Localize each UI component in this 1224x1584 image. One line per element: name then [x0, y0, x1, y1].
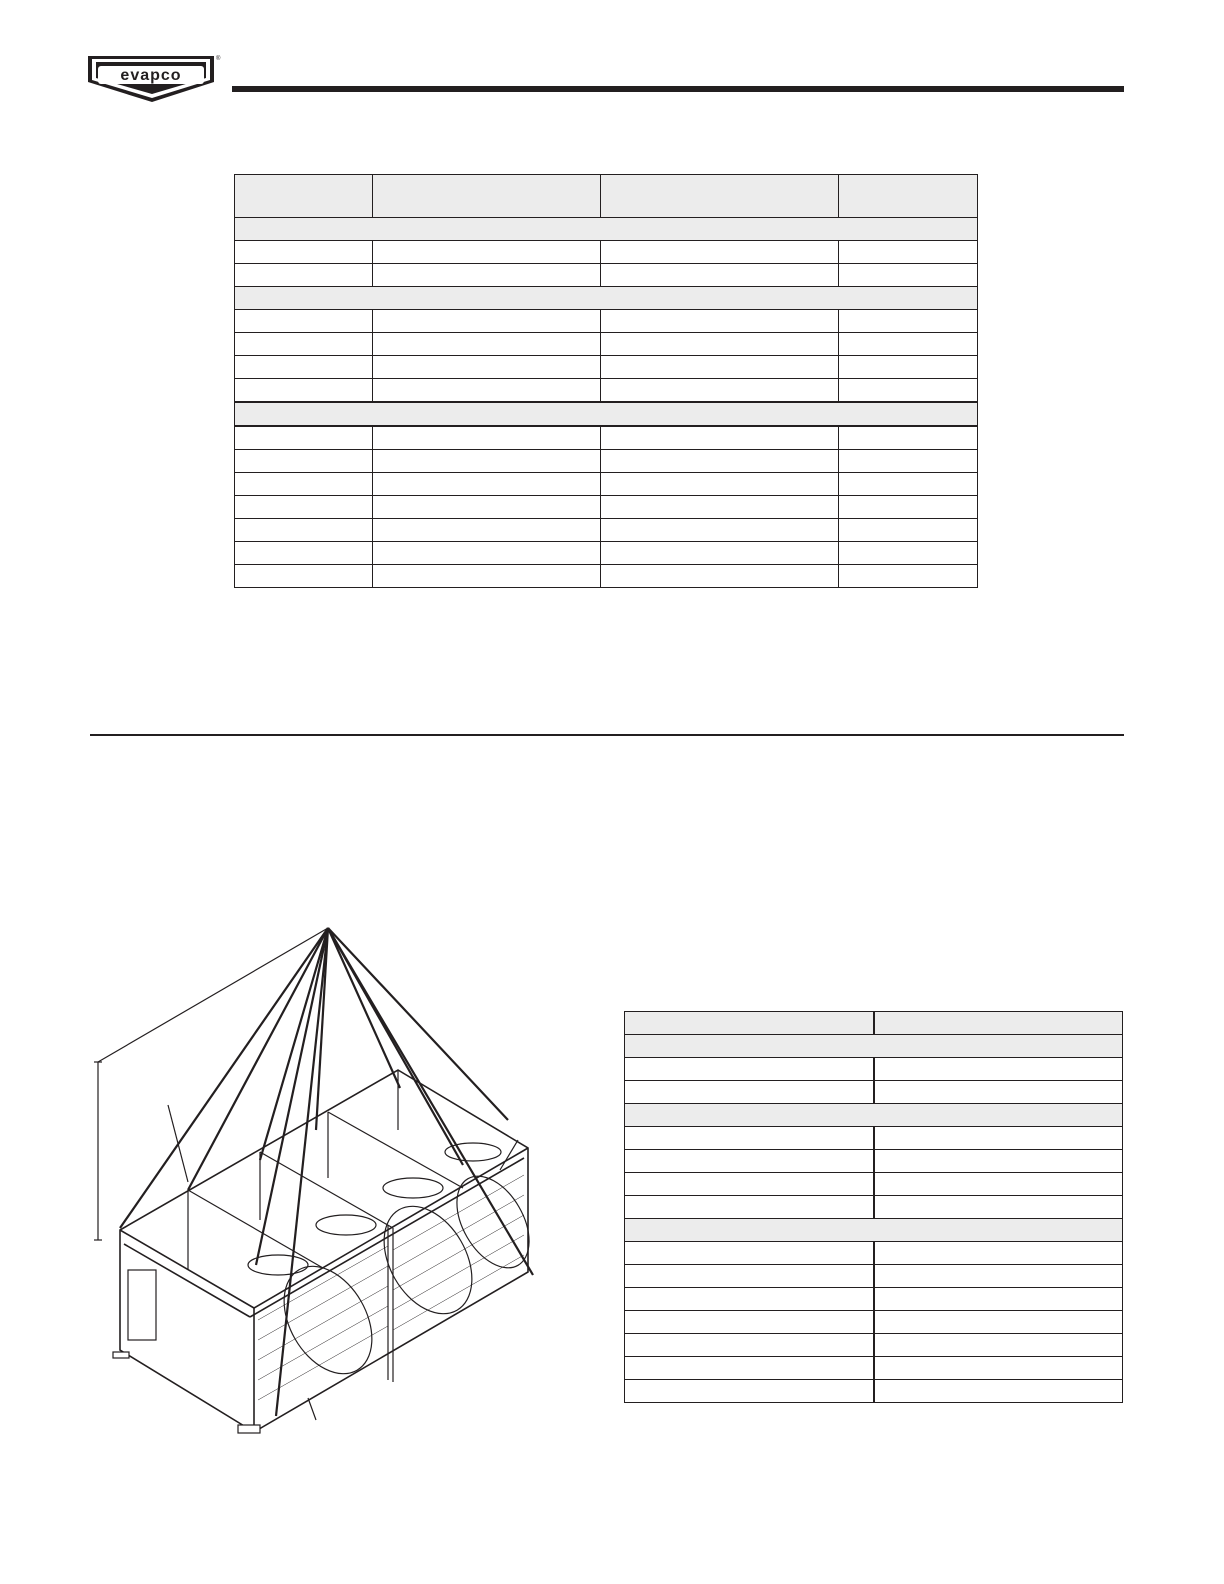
table-cell [601, 379, 839, 403]
table-row [235, 356, 978, 379]
table-cell [625, 1380, 874, 1403]
table-header-row [625, 1012, 1123, 1035]
table-cell [625, 1150, 874, 1173]
table-row [235, 565, 978, 588]
table-cell [839, 565, 978, 588]
table-cell [625, 1242, 874, 1265]
table-cell [235, 241, 373, 264]
table-cell [625, 1058, 874, 1081]
table-cell [373, 473, 601, 496]
table-cell [874, 1242, 1123, 1265]
table-cell [601, 542, 839, 565]
table-row [235, 473, 978, 496]
table-row [235, 519, 978, 542]
table-cell [874, 1127, 1123, 1150]
registered-mark: ® [216, 56, 221, 62]
table-row [235, 450, 978, 473]
table-cell [601, 264, 839, 287]
table-cell [601, 310, 839, 333]
table-cell [235, 379, 373, 403]
table-cell [601, 473, 839, 496]
table-cell [839, 356, 978, 379]
group-heading [235, 218, 978, 241]
table-row [625, 1242, 1123, 1265]
table-cell [235, 496, 373, 519]
lifting-cables [120, 928, 533, 1416]
table-cell [373, 241, 601, 264]
table-cell [373, 542, 601, 565]
table-cell [235, 473, 373, 496]
table-row [625, 1311, 1123, 1334]
table-cell [874, 1311, 1123, 1334]
table-cell [601, 565, 839, 588]
table-cell [874, 1334, 1123, 1357]
table-cell [839, 473, 978, 496]
table-cell [839, 333, 978, 356]
table-row [235, 379, 978, 403]
table-row [235, 542, 978, 565]
table-header-row [235, 175, 978, 218]
table-cell [235, 450, 373, 473]
group-heading [625, 1219, 1123, 1242]
column-header [235, 175, 373, 218]
table-cell [601, 496, 839, 519]
table-cell [235, 426, 373, 450]
table-row [625, 1081, 1123, 1104]
table-cell [601, 356, 839, 379]
table-cell [625, 1288, 874, 1311]
table-cell [235, 565, 373, 588]
table-row [235, 496, 978, 519]
table-cell [839, 241, 978, 264]
table-cell [235, 333, 373, 356]
primary-table [234, 174, 978, 588]
table-cell [874, 1058, 1123, 1081]
cell-partitions [188, 1070, 463, 1382]
table-cell [874, 1150, 1123, 1173]
table-cell [625, 1357, 874, 1380]
table-cell [373, 426, 601, 450]
table-cell [874, 1081, 1123, 1104]
table-row [625, 1357, 1123, 1380]
table-cell [373, 450, 601, 473]
table-cell [839, 519, 978, 542]
table-cell [839, 379, 978, 403]
rigging-diagram [88, 920, 548, 1440]
header-rule [232, 86, 1124, 92]
table-row [625, 1196, 1123, 1219]
table-row [625, 1334, 1123, 1357]
table-cell [373, 264, 601, 287]
table-cell [601, 450, 839, 473]
table-cell [373, 519, 601, 542]
table-cell [235, 356, 373, 379]
table-cell [235, 519, 373, 542]
table-row [235, 310, 978, 333]
table-cell [874, 1380, 1123, 1403]
table-cell [874, 1173, 1123, 1196]
table-cell [625, 1311, 874, 1334]
group-heading [235, 287, 978, 310]
table-cell [235, 542, 373, 565]
table-cell [373, 379, 601, 403]
table-row [625, 1150, 1123, 1173]
table-cell [373, 356, 601, 379]
table-cell [839, 426, 978, 450]
table-cell [625, 1265, 874, 1288]
secondary-table [624, 1011, 1123, 1403]
table-cell [373, 333, 601, 356]
table-row [235, 426, 978, 450]
unit-outline [120, 1070, 528, 1432]
table-row [235, 264, 978, 287]
table-cell [601, 241, 839, 264]
table-row [625, 1380, 1123, 1403]
access-door [128, 1270, 156, 1340]
table-cell [625, 1196, 874, 1219]
group-heading [625, 1035, 1123, 1058]
table-row [625, 1265, 1123, 1288]
table-cell [839, 264, 978, 287]
group-heading [625, 1104, 1123, 1127]
table-cell [601, 333, 839, 356]
column-header [625, 1012, 874, 1035]
table-cell [625, 1081, 874, 1104]
table-cell [839, 310, 978, 333]
section-rule [90, 734, 1124, 736]
table-cell [373, 310, 601, 333]
column-header [874, 1012, 1123, 1035]
table-row [235, 333, 978, 356]
logo-wordmark: evapco [120, 67, 182, 84]
column-header [373, 175, 601, 218]
table-cell [373, 496, 601, 519]
table-row [235, 241, 978, 264]
table-cell [373, 565, 601, 588]
table-row [625, 1173, 1123, 1196]
table-row [625, 1127, 1123, 1150]
table-cell [874, 1265, 1123, 1288]
table-row [625, 1288, 1123, 1311]
table-cell [625, 1127, 874, 1150]
table-cell [839, 496, 978, 519]
table-cell [235, 310, 373, 333]
table-cell [235, 264, 373, 287]
column-header [839, 175, 978, 218]
table-cell [874, 1196, 1123, 1219]
table-cell [839, 450, 978, 473]
group-heading [235, 402, 978, 426]
table-row [625, 1058, 1123, 1081]
evapco-logo [86, 52, 222, 106]
table-cell [625, 1334, 874, 1357]
column-header [601, 175, 839, 218]
table-cell [874, 1288, 1123, 1311]
table-cell [601, 426, 839, 450]
table-cell [625, 1173, 874, 1196]
table-cell [601, 519, 839, 542]
table-cell [839, 542, 978, 565]
table-cell [874, 1357, 1123, 1380]
